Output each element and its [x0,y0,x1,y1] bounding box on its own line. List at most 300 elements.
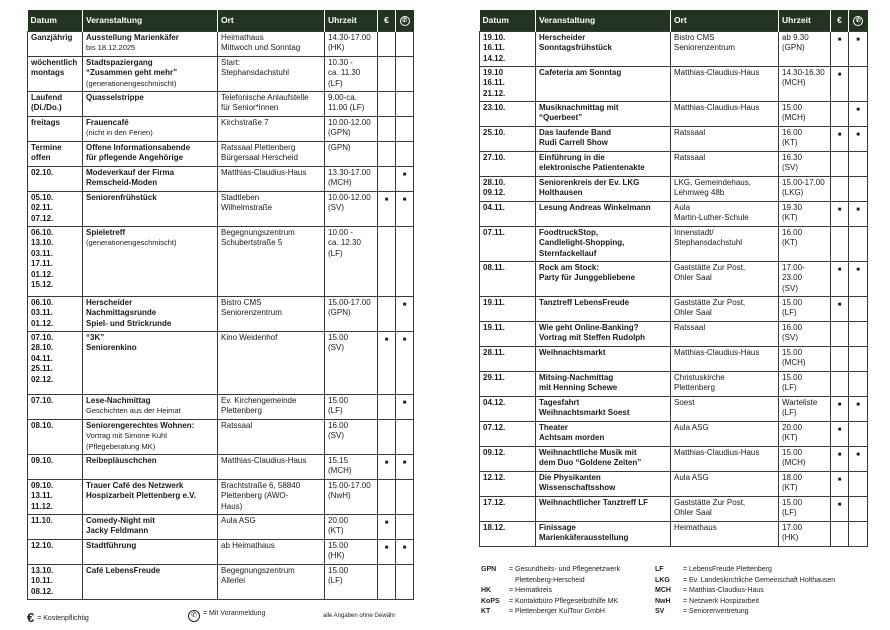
row-place: Gaststätte Zur Post, Ohler Saal [671,261,779,296]
table-row [480,471,868,496]
header-place: Ort [671,10,779,31]
row-place: Bistro CMS Seniorenzentrum [218,296,325,331]
phone-marker [849,151,868,176]
row-time: 17.00- 23.00 (SV) [779,261,831,296]
legend-item [655,598,835,609]
cost-marker: ■ [831,126,849,151]
row-time: 15.00 (LF) [779,371,831,396]
row-date: 07.12. [480,421,536,446]
row-event [83,31,218,56]
row-date: 23.10. [480,101,536,126]
phone-marker: ■ [849,31,868,66]
row-place: Begegnungszentrum Schubertstraße 5 [218,226,325,296]
event-title: Offene Informationsabende für pflegende Angehörige [86,142,191,162]
event-title: Weihnachtsmarkt [539,347,606,357]
event-title: Herscheider Sonntagsfrühstück [539,32,612,52]
row-place: Ratssaal Plettenberg Bürgersaal Herscheid [218,141,325,166]
row-event [536,321,671,346]
table-row [28,191,414,226]
table-row [28,454,414,479]
event-title: Tanztreff LebensFreude [539,297,630,307]
table-row [28,141,414,166]
row-place: Matthias-Claudius-Haus [671,446,779,471]
legend-abbr: GPN [481,566,497,573]
cost-marker [378,226,396,296]
event-title: Modeverkauf der Firma Remscheid-Moden [86,167,175,187]
euro-icon: € [831,10,849,31]
legend-text: = Kontaktbüro Pflegeselbsthilfe MK [509,597,619,605]
cost-marker: ■ [831,261,849,296]
row-date: 06.10. 13.10. 03.11. 17.11. 01.12. 15.12. [28,226,83,296]
cost-marker: ■ [831,471,849,496]
cost-marker [831,176,849,201]
row-time: 15.00 (SV) [325,331,378,394]
row-time: (GPN) [325,141,378,166]
legend-text: = Netzwerk Hospizarbeit [683,597,760,605]
row-date: 12.12. [480,471,536,496]
table-row [480,346,868,371]
right-table [479,10,868,547]
legend-abbr: KoPS [481,597,500,605]
event-title: Die Physikanten Wissenschaftsshow [539,472,616,492]
row-place: Ratssaal [671,321,779,346]
event-title: Lese-Nachmittag [86,395,151,405]
row-place: Ratssaal [671,126,779,151]
row-date: 06.10. 03.11. 01.12. [28,296,83,331]
disclaimer: alle Angaben ohne Gewähr [323,613,396,619]
row-date: 17.12. [480,496,536,521]
row-place: Aula Martin-Luther-Schule [671,201,779,226]
cost-marker: ■ [378,191,396,226]
row-place: LKG, Gemeindehaus, Lehmweg 48b [671,176,779,201]
cost-marker: ■ [378,454,396,479]
cost-marker [378,31,396,56]
row-time: 15.15 (MCH) [325,454,378,479]
row-time: 20.00 (KT) [325,514,378,539]
phone-label: = Mit Voranmeldung [203,610,266,617]
legend-item [655,608,835,619]
row-event [536,446,671,471]
row-event [536,261,671,296]
cost-marker [378,419,396,454]
event-subtitle: (nicht in den Ferien) [86,128,153,137]
event-title: Weihnachtliche Musik mit dem Duo “Goldene Zeiten” [539,447,642,467]
row-time: 15.00 (MCH) [779,446,831,471]
table-row [480,446,868,471]
phone-marker [849,66,868,101]
row-place: Heimathaus [671,521,779,546]
cost-marker: ■ [378,514,396,539]
left-table [27,10,414,600]
row-time: 16.00 (SV) [325,419,378,454]
legend-item [481,577,620,588]
phone-marker: ■ [396,296,414,331]
table-row [28,31,414,56]
legend-text: Plettenberg-Herscheid [515,576,585,584]
cost-marker [831,151,849,176]
row-date: 27.10. [480,151,536,176]
table-row [480,101,868,126]
row-time: 15.00 (LF) [325,564,378,599]
phone-marker: ■ [849,201,868,226]
row-date: freitags [28,116,83,141]
row-date: 09.12. [480,446,536,471]
table-row [28,419,414,454]
phone-marker [396,479,414,514]
table-row [28,514,414,539]
row-place: Ratssaal [218,419,325,454]
legend-item [655,587,835,598]
event-title: Tagesfahrt Weihnachtsmarkt Soest [539,397,630,417]
row-event [83,91,218,116]
row-date: Ganzjährig [28,31,83,56]
row-time: 10.00-12.00 (GPN) [325,116,378,141]
cost-marker: ■ [831,496,849,521]
row-date: 12.10. [28,539,83,564]
row-event [536,396,671,421]
row-date: 05.10. 02.11. 07.12. [28,191,83,226]
row-place: Innenstadt/ Stephansdachstuhl [671,226,779,261]
legend-item [481,608,620,619]
row-time: 16.30 (SV) [779,151,831,176]
phone-marker [396,141,414,166]
row-place: Ratssaal [671,151,779,176]
phone-marker: ■ [396,166,414,191]
row-time: 19.30 (KT) [779,201,831,226]
phone-marker [396,564,414,599]
phone-marker [396,514,414,539]
legend-abbr: LF [655,566,664,573]
event-title: Mitsing-Nachmittag mit Henning Schewe [539,372,618,392]
row-place: Brachtstraße 6, 58840 Plettenberg (AWO- Haus) [218,479,325,514]
phone-marker [849,296,868,321]
table-row [28,564,414,599]
event-title: Finissage Marienkäferausstellung [539,522,629,542]
event-subtitle: Geschichten aus der Heimat [86,406,181,415]
cost-marker: ■ [831,396,849,421]
phone-marker [396,226,414,296]
legend-item [481,566,620,577]
right-schedule [479,10,867,547]
row-place: Gaststätte Zur Post, Ohler Saal [671,296,779,321]
footer-phone [188,610,265,622]
event-subtitle: (generationengeschmischt) [86,238,177,247]
cost-marker [378,116,396,141]
row-place: Ev. Kirchengemeinde Plettenberg [218,394,325,419]
row-place: Telefonische Anlaufstelle für Senior*innen [218,91,325,116]
row-time: 15.00 (MCH) [779,346,831,371]
event-title: Seniorengerechtes Wohnen: [86,420,195,430]
event-title: Comedy-Night mit Jacky Feldmann [86,515,155,535]
cost-marker: ■ [378,539,396,564]
row-time: 15.00-17.00 (LKG) [779,176,831,201]
row-event [83,116,218,141]
event-subtitle: (generationengeschmischt) [86,78,177,88]
row-time: 14.30-17.00 (HK) [325,31,378,56]
table-row [480,496,868,521]
row-date: wöchentlich montags [28,56,83,91]
row-time: 15.00 (LF) [325,394,378,419]
table-row [28,331,414,394]
event-title: Trauer Café des Netzwerk Hospizarbeit Plettenberg e.V. [86,480,196,500]
header-date: Datum [480,10,536,31]
row-event [83,539,218,564]
row-event [83,141,218,166]
cost-marker [378,166,396,191]
cost-marker: ■ [831,446,849,471]
phone-header-icon: ✆ [849,10,868,31]
row-time: 15.00 (LF) [779,296,831,321]
cost-marker [378,479,396,514]
legend-abbr: NwH [655,597,671,605]
row-date: 19.11. [480,321,536,346]
table-row [480,201,868,226]
row-place: Matthias-Claudius-Haus [218,166,325,191]
row-time: 10.00-12.00 (SV) [325,191,378,226]
row-date: 19.11. [480,296,536,321]
event-subtitle: Vortrag mit Simone Kuhl (Pflegeberatung MK) [86,431,167,451]
phone-marker [849,226,868,261]
row-place: Begegnungszentrum Allerlei [218,564,325,599]
table-row [480,521,868,546]
event-subtitle: bis 18.12.2025 [86,43,136,52]
row-event [536,371,671,396]
table-row [480,151,868,176]
table-row [480,261,868,296]
row-date: 04.12. [480,396,536,421]
event-title: Seniorenfrühstück [86,192,157,202]
event-title: Musiknachmittag mit “Querbeet” [539,102,619,122]
legend-item [655,566,835,577]
header-time: Uhrzeit [325,10,378,31]
row-date: Termine offen [28,141,83,166]
event-title: “3K” Seniorenkino [86,332,137,352]
table-row [28,91,414,116]
row-date: 29.11. [480,371,536,396]
event-title: Weihnachtlicher Tanztreff LF [539,497,649,507]
table-row [480,66,868,101]
row-time: 16.00 (SV) [779,321,831,346]
row-place: Matthias-Claudius-Haus [671,346,779,371]
table-row [480,371,868,396]
row-time: 10.30 - ca. 11.30 (LF) [325,56,378,91]
legend-right [655,566,835,619]
phone-marker [849,371,868,396]
row-date: 19.10 16.11. 21.12. [480,66,536,101]
legend-abbr: HK [481,587,492,594]
cost-marker [831,226,849,261]
cost-marker [831,346,849,371]
event-title: Café LebensFreude [86,565,161,575]
phone-header-icon: ✆ [396,10,414,31]
phone-marker [849,346,868,371]
event-title: Quasselstrippe [86,92,144,102]
row-place: Kirchstraße 7 [218,116,325,141]
row-event [83,331,218,394]
row-event [83,191,218,226]
phone-marker [396,91,414,116]
row-time: 14.30-16.30 (MCH) [779,66,831,101]
row-event [83,419,218,454]
table-row [28,166,414,191]
row-event [83,226,218,296]
phone-marker: ■ [396,394,414,419]
row-time: 20.00 (KT) [779,421,831,446]
phone-marker [849,496,868,521]
table-row [480,126,868,151]
row-place: Gaststätte Zur Post, Ohler Saal [671,496,779,521]
legend-text: = Matthias-Claudius-Haus [683,587,764,594]
row-date: 19.10. 16.11. 14.12. [480,31,536,66]
phone-marker: ■ [849,396,868,421]
header-time: Uhrzeit [779,10,831,31]
header-event: Veranstaltung [83,10,218,31]
row-time: 15.00 (HK) [325,539,378,564]
row-event [536,471,671,496]
row-event [83,479,218,514]
table-row [480,321,868,346]
row-event [83,56,218,91]
event-title: Herscheider Nachmittagsrunde Spiel- und Strickrunde [86,297,172,328]
cost-marker [831,521,849,546]
row-place: Matthias-Claudius-Haus [218,454,325,479]
table-row [28,539,414,564]
event-title: Frauencafé [86,117,129,127]
legend-abbr: MCH [655,587,671,594]
row-time: 15.00 (MCH) [779,101,831,126]
event-title: Theater Achtsam morden [539,422,605,442]
event-title: Seniorenkreis der Ev. LKG Holthausen [539,177,640,197]
event-title: Wie geht Online-Banking? Vortrag mit Steffen Rudolph [539,322,646,342]
row-time: 16.00 (KT) [779,226,831,261]
row-time: 17.00 (HK) [779,521,831,546]
table-row [480,176,868,201]
row-date: 28.10. 09.12. [480,176,536,201]
phone-marker [849,421,868,446]
cost-marker: ■ [831,31,849,66]
phone-marker [849,471,868,496]
row-date: 09.10. 13.11. 11.12. [28,479,83,514]
cost-marker [378,394,396,419]
cost-marker: ■ [378,331,396,394]
row-date: 02.10. [28,166,83,191]
row-time: 15.00 (LF) [779,496,831,521]
legend-abbr: KT [481,608,491,615]
row-event [83,166,218,191]
phone-marker [849,521,868,546]
row-place: Matthias-Claudius-Haus [671,66,779,101]
row-place: Kino Weidenhof [218,331,325,394]
row-time: 16.00 (KT) [779,126,831,151]
event-title: Lesung Andreas Winkelmann [539,202,651,212]
row-event [83,564,218,599]
row-date: 28.11. [480,346,536,371]
row-event [83,394,218,419]
row-event [536,296,671,321]
table-row [480,396,868,421]
event-title: Das laufende Band Rudi Carrell Show [539,127,612,147]
row-event [536,176,671,201]
row-event [536,496,671,521]
phone-marker [849,321,868,346]
row-event [536,66,671,101]
cost-marker [831,101,849,126]
event-title: Spieletreff [86,227,126,237]
cost-marker [831,321,849,346]
phone-marker [849,176,868,201]
row-place: Heimathaus Mittwoch und Sonntag [218,31,325,56]
row-time: 9.00-ca. 11.00 (LF) [325,91,378,116]
row-event [536,126,671,151]
row-time: 10.00 - ca. 12.30 (LF) [325,226,378,296]
cost-marker [378,564,396,599]
cost-marker [378,91,396,116]
row-place: ab Heimathaus [218,539,325,564]
cost-marker [378,296,396,331]
legend-abbr: SV [655,608,665,615]
table-row [480,421,868,446]
row-date: 07.11. [480,226,536,261]
cost-marker: ■ [831,421,849,446]
header-date: Datum [28,10,83,31]
table-header [480,10,868,31]
footer-cost [27,610,89,625]
cost-marker: ■ [831,296,849,321]
euro-icon: € [27,610,35,625]
row-event [536,226,671,261]
table-row [28,296,414,331]
header-event: Veranstaltung [536,10,671,31]
row-time: 13.30-17.00 (MCH) [325,166,378,191]
phone-marker: ■ [849,446,868,471]
event-title: Stadtspaziergang “Zusammen geht mehr” [86,57,178,77]
phone-marker: ■ [396,191,414,226]
row-date: 18.12. [480,521,536,546]
legend-text: = Seniorenvertretung [683,608,749,615]
table-header [28,10,414,31]
phone-marker: ■ [849,126,868,151]
row-date: 07.10. 28.10. 04.11. 25.11. 02.12. [28,331,83,394]
phone-marker [396,56,414,91]
legend-abbr: LKG [655,576,670,584]
row-event [83,454,218,479]
left-schedule [27,10,413,600]
row-date: 04.11. [480,201,536,226]
legend-text: = Heimatkreis [509,587,552,594]
row-event [83,296,218,331]
euro-icon: € [378,10,396,31]
row-event [83,514,218,539]
event-title: Cafeteria am Sonntag [539,67,622,77]
legend-item [655,577,835,588]
cost-marker [378,141,396,166]
event-title: Ausstellung Marienkäfer [86,32,179,42]
row-time: 18.00 (KT) [779,471,831,496]
legend-text: = LebensFreude Plettenberg [683,566,772,573]
row-date: Laufend (Di./Do.) [28,91,83,116]
event-title: Reibepläuschchen [86,455,157,465]
phone-marker: ■ [849,261,868,296]
table-row [28,56,414,91]
row-event [536,421,671,446]
phone-marker [396,419,414,454]
phone-marker: ■ [849,101,868,126]
event-title: Rock am Stock: Party für Junggebliebene [539,262,636,282]
legend-item [481,598,620,609]
row-place: Soest [671,396,779,421]
cost-marker [378,56,396,91]
phone-marker: ■ [396,331,414,394]
